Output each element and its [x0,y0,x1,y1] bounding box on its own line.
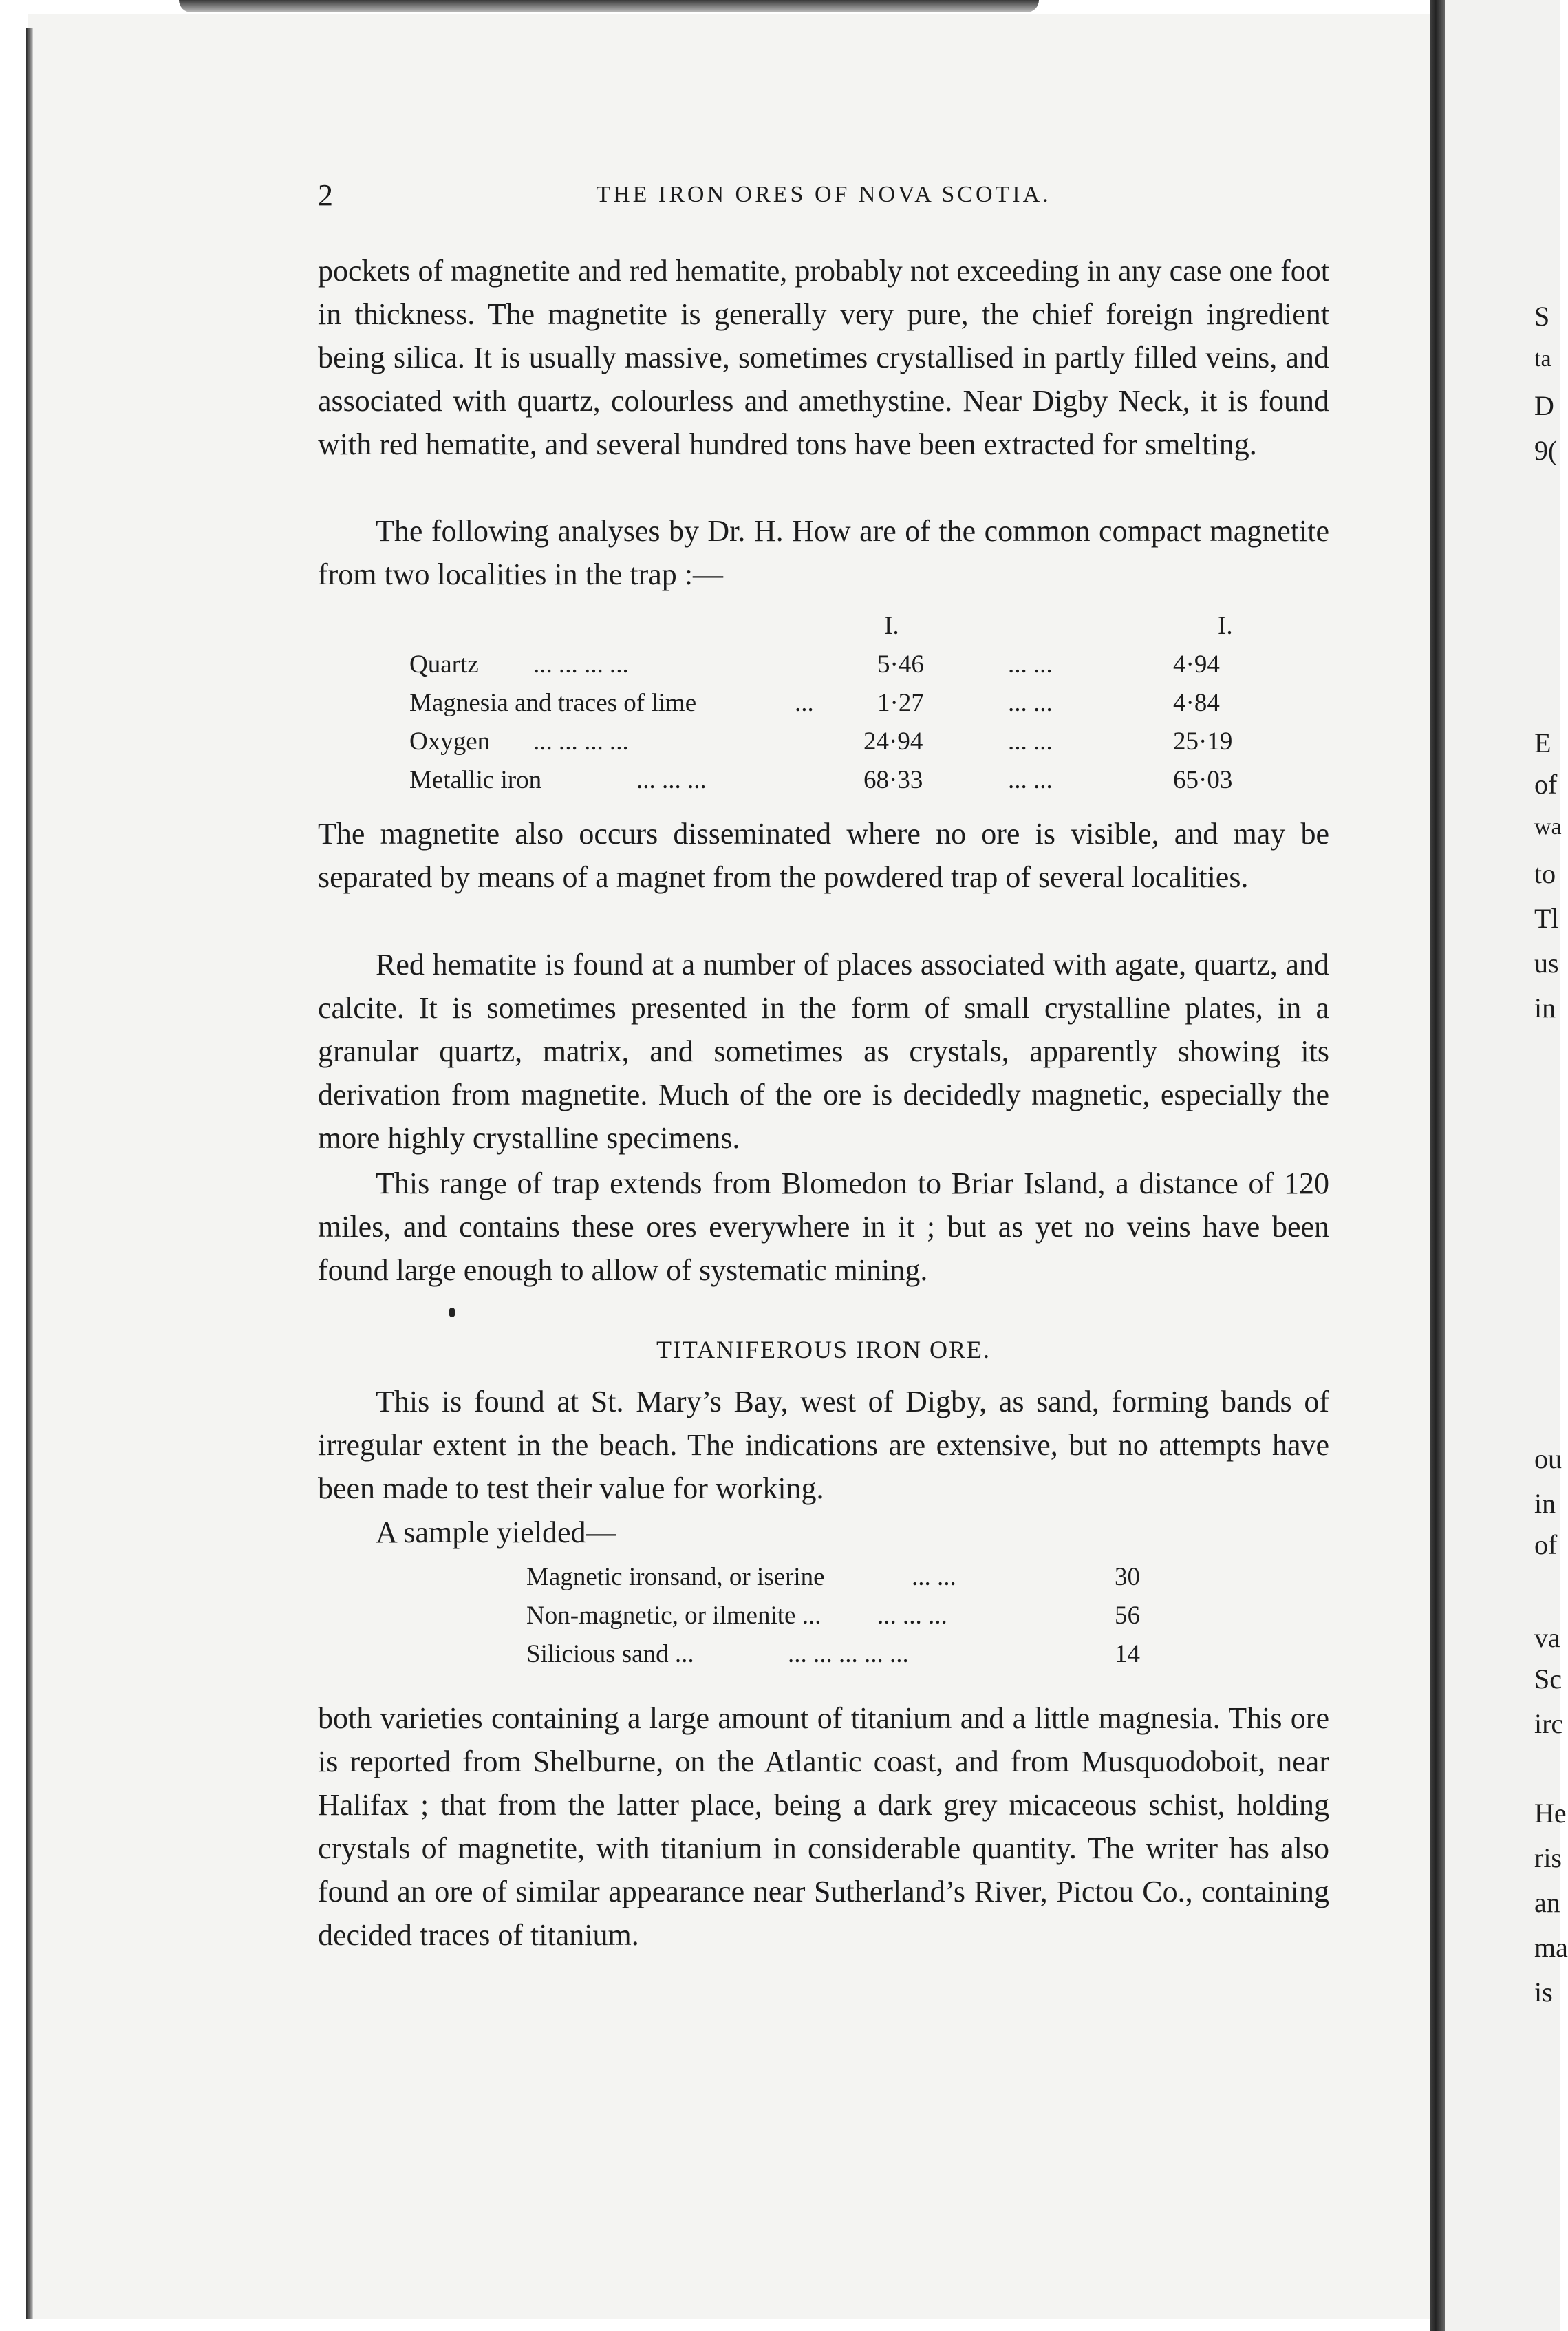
value-1: 1·27 [877,689,924,717]
section-title: TITANIFEROUS IRON ORE. [656,1336,991,1363]
fragment: ris [1534,1842,1562,1873]
paragraph: The magnetite also occurs disseminated where no ore is visible, and may be separated by means of a magnet from the powdered trap of several localities. [318,817,1329,894]
table-header [409,611,1242,646]
fragment: in [1534,1488,1556,1519]
row-label: Quartz [409,650,479,679]
page-top-edge [179,0,1039,12]
value-1: 5·46 [877,650,924,679]
column-header: I. [884,612,899,640]
fragment: Sc [1534,1663,1562,1694]
fragment: 9( [1534,435,1558,466]
leader-dots: ... ... ... [636,766,707,794]
page-number: 2 [318,178,333,212]
paragraph: both varieties containing a large amount of titanium and a little magnesia. This ore is reported from Shelburne, on the Atlantic coast, and from Musquodoboit, near Halifax ; that from the latter place, being a dark grey micaceous schist, holding crystals of magnetite, with titanium in considerable quantity. The writer has also found an ore of similar appearance near Sutherland’s River, Pictou Co., containing decided traces of titanium. [318,1701,1329,1952]
fragment: D [1534,390,1554,421]
fragment: wa [1534,814,1562,840]
fragment: va [1534,1622,1560,1653]
leader-dots: ... ... [912,1563,956,1591]
paragraph: A sample yielded— [376,1515,616,1549]
paragraph: This is found at St. Mary’s Bay, west of Digby, as sand, forming bands of irregular extent in the beach. The indications are extensive, but no attempts have been made to test their value for working. [318,1385,1329,1505]
value-2: 4·84 [1173,689,1220,717]
fragment: irc [1534,1708,1564,1739]
value-2: 25·19 [1173,727,1233,756]
leader-dots: ... ... [1008,727,1053,756]
row-label: Magnetic ironsand, or iserine [526,1563,825,1591]
row-label: Magnesia and traces of lime [409,689,697,717]
page-header [318,178,1329,219]
value-1: 24·94 [863,727,923,756]
leader-dots: ... [795,689,814,717]
leader-dots: ... ... [1008,650,1053,679]
value-2: 65·03 [1173,766,1233,794]
fragment: ta [1534,346,1551,372]
fragment: in [1534,992,1556,1023]
leader-dots: ... ... [1008,766,1053,794]
row-label: Oxygen [409,727,491,756]
ink-speck [449,1308,455,1317]
row-value: 56 [1115,1601,1140,1630]
column-header: I. [1218,612,1233,640]
leader-dots: ... ... ... [877,1601,947,1630]
row-value: 30 [1115,1563,1140,1591]
row-label: Metallic iron [409,766,542,794]
fragment: E [1534,727,1551,758]
table-row [409,727,1242,765]
fragment: of [1534,1529,1558,1560]
fragment: to [1534,858,1556,889]
fragment: of [1534,769,1558,800]
value-1: 68·33 [863,766,923,794]
fragment: ou [1534,1443,1562,1474]
fragment: Tl [1534,903,1559,934]
paragraph: The following analyses by Dr. H. How are of the common compact magnetite from two localities in the trap :— [318,514,1329,591]
fragment: us [1534,948,1559,979]
fragment: He [1534,1798,1567,1829]
paragraph: This range of trap extends from Blomedon to Briar Island, a distance of 120 miles, and contains these ores everywhere in it ; but as yet no veins have been found large enough to allow of systematic mining. [318,1167,1329,1287]
gutter-divider [1430,0,1445,2331]
leader-dots: ... ... ... ... [533,727,629,756]
leader-dots: ... ... ... ... ... [788,1640,909,1668]
running-head: THE IRON ORES OF NOVA SCOTIA. [596,182,1051,207]
page-left-edge [26,28,33,2319]
table-row [409,688,1242,727]
table-row [526,1601,1146,1639]
table-row [526,1639,1146,1678]
fragment: ma [1534,1932,1568,1963]
leader-dots: ... ... [1008,689,1053,717]
leader-dots: ... ... ... ... [533,650,629,679]
fragment: S [1534,301,1550,332]
table-row [409,765,1242,804]
paragraph: pockets of magnetite and red hematite, probably not exceeding in any case one foot in thickness. The magnetite is generally very pure, the chief foreign ingredient being silica. It is usually massive, sometimes crystallised in partly filled veins, and associated with quartz, colourless and amethystine. Near Digby Neck, it is found with red hematite, and several hundred tons have been extracted for smelting. [318,254,1329,461]
fragment: an [1534,1887,1560,1918]
row-label: Silicious sand ... [526,1640,694,1668]
row-label: Non-magnetic, or ilmenite ... [526,1601,821,1630]
paragraph: Red hematite is found at a number of places associated with agate, quartz, and calcite. It is sometimes presented in the form of small crystalline plates, in a granular quartz, matrix, and sometimes as crystals, apparently showing its derivation from magnetite. Much of the ore is decidedly magnetic, especially the more highly crystalline specimens. [318,948,1329,1155]
table-row [526,1562,1146,1601]
table-row [409,650,1242,688]
fragment: is [1534,1977,1553,2008]
value-2: 4·94 [1173,650,1220,679]
row-value: 14 [1115,1640,1140,1668]
